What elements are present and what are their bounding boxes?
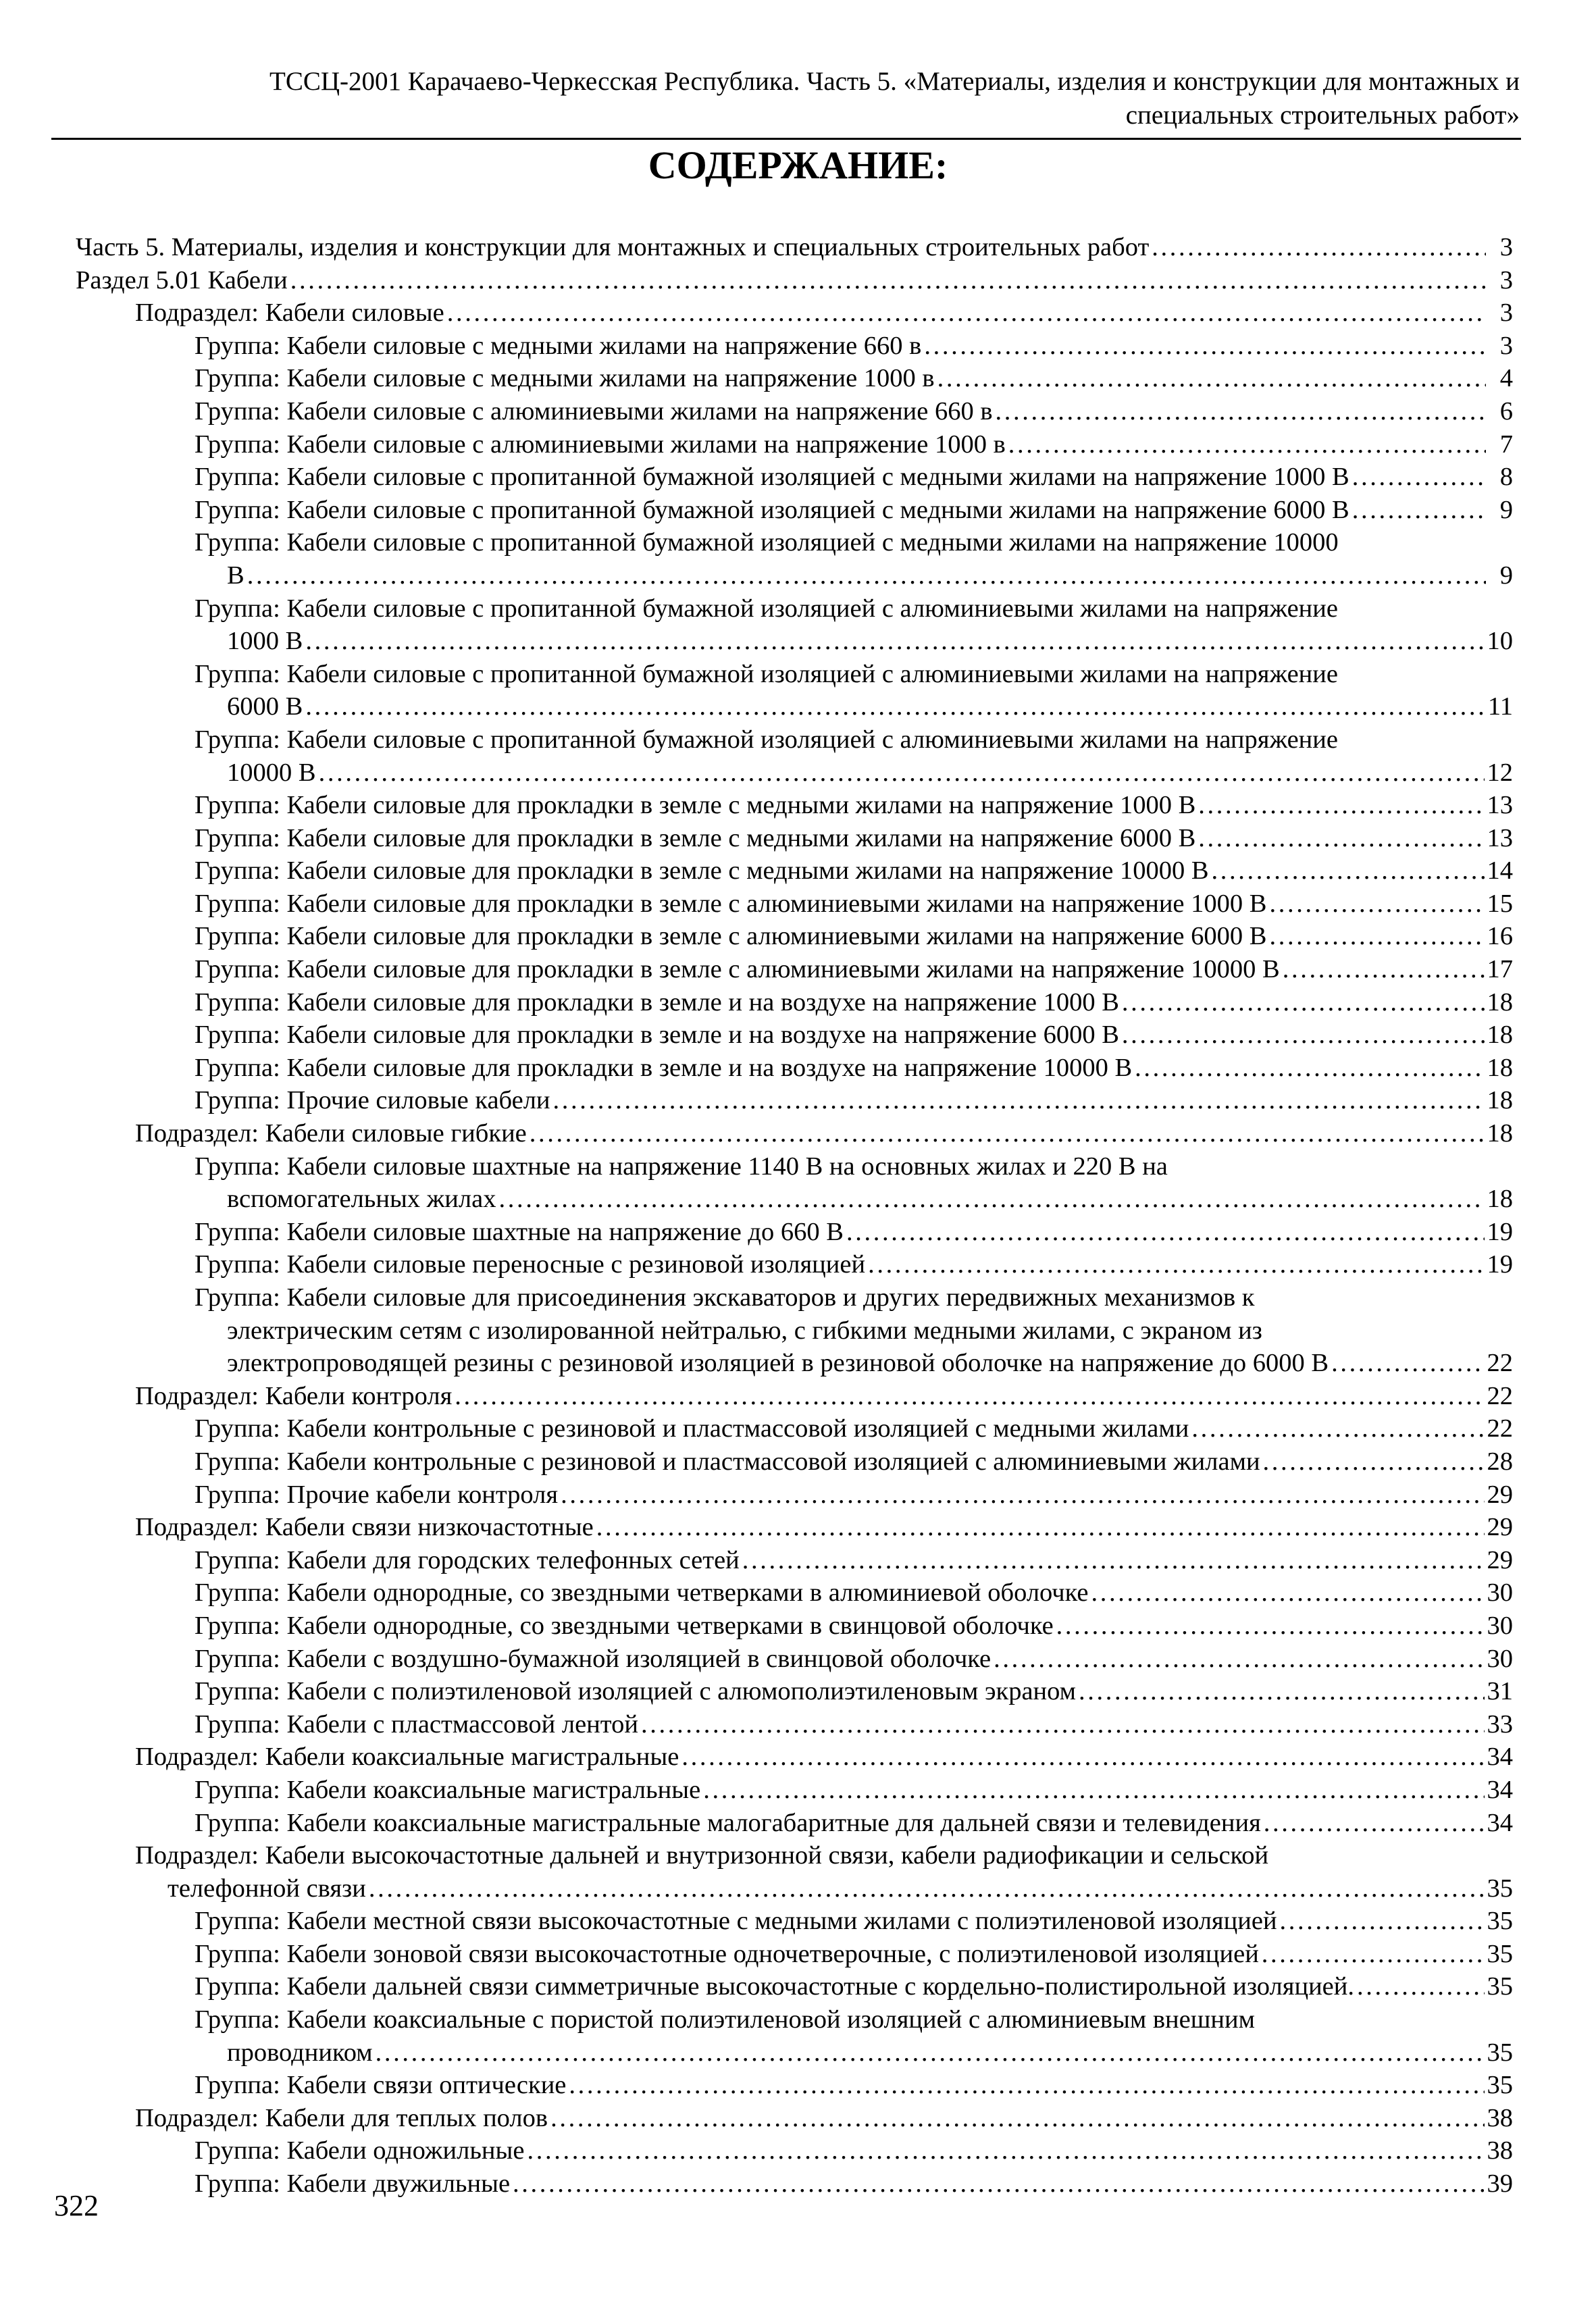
dot-leader xyxy=(530,1117,1485,1150)
toc-entry-text: Группа: Кабели силовые для прокладки в земле с алюминиевыми жилами на напряжение 6000 В xyxy=(195,922,1267,951)
toc-page-number: 22 xyxy=(1487,1349,1513,1378)
toc-page-number: 19 xyxy=(1487,1250,1513,1279)
toc-page-number: 39 xyxy=(1487,2169,1513,2199)
toc-entry-text: Группа: Кабели силовые шахтные на напряжение 1140 В на основных жилах и 220 В на xyxy=(195,1152,1168,1181)
dot-leader xyxy=(868,1248,1484,1281)
toc-page-number: 3 xyxy=(1499,299,1513,328)
page-title: СОДЕРЖАНИЕ: xyxy=(648,143,948,187)
dot-leader xyxy=(1280,1905,1485,1938)
dot-leader xyxy=(319,756,1485,790)
toc-page-number: 10 xyxy=(1487,627,1513,656)
toc-entry-text: Группа: Кабели с полиэтиленовой изоляцией с алюмополиэтиленовым экраном xyxy=(195,1677,1077,1706)
dot-leader xyxy=(1091,1576,1485,1610)
toc-page-number: 3 xyxy=(1499,331,1513,360)
toc-page-number: 38 xyxy=(1487,2103,1513,2132)
toc-entry-text: Группа: Кабели силовые для прокладки в земле и на воздухе на напряжение 10000 В xyxy=(195,1053,1133,1082)
toc-page-number: 3 xyxy=(1499,233,1513,261)
toc-entry-text: телефонной связи xyxy=(168,1874,366,1903)
toc-group-entry[interactable] xyxy=(76,1610,1513,1643)
toc-subsection-entry[interactable] xyxy=(76,1511,1513,1544)
toc-entry-text: Группа: Кабели силовые с медными жилами на напряжение 1000 в xyxy=(195,364,935,393)
toc-entry-text: Группа: Прочие кабели контроля xyxy=(195,1480,559,1509)
dot-leader xyxy=(561,1479,1484,1512)
toc-entry-text: Группа: Кабели силовые с пропитанной бумажной изоляцией с медными жилами на напряжение 10000 xyxy=(195,528,1339,557)
toc-entry-text: Группа: Кабели коаксиальные с пористой полиэтиленовой изоляцией с алюминиевым внешним xyxy=(195,2005,1255,2034)
dot-leader xyxy=(553,1084,1485,1117)
dot-leader xyxy=(1357,1970,1485,2003)
toc-entry-text: Группа: Кабели силовые для прокладки в земле с медными жилами на напряжение 10000 В xyxy=(195,856,1209,885)
toc-group-entry[interactable] xyxy=(76,1412,1513,1445)
toc-page-number: 30 xyxy=(1487,1578,1513,1608)
toc-group-entry[interactable] xyxy=(76,1084,1513,1117)
toc-entry-text: Группа: Кабели с пластмассовой лентой xyxy=(195,1709,638,1739)
dot-leader xyxy=(1264,1807,1485,1840)
toc-group-entry[interactable] xyxy=(76,362,1513,395)
toc-page-number: 7 xyxy=(1499,430,1513,459)
toc-group-entry[interactable] xyxy=(76,330,1513,363)
toc-group-entry[interactable] xyxy=(76,1281,1513,1380)
toc-page-number: 33 xyxy=(1487,1709,1513,1739)
toc-entry-text: Группа: Кабели силовые для прокладки в земле с медными жилами на напряжение 6000 В xyxy=(195,823,1196,852)
toc-page-number: 13 xyxy=(1487,823,1513,852)
toc-page-number: 31 xyxy=(1487,1677,1513,1706)
toc-group-entry[interactable] xyxy=(76,888,1513,921)
toc-page-number: 8 xyxy=(1499,463,1513,492)
dot-leader xyxy=(846,1216,1485,1249)
toc-entry-text: электропроводящей резины с резиновой изоляцией в резиновой оболочке на напряжение до 6000 В xyxy=(227,1349,1329,1378)
toc-page-number: 35 xyxy=(1487,1907,1513,1936)
toc-entry-text: Группа: Кабели однородные, со звездными четверками в свинцовой оболочке xyxy=(195,1611,1054,1640)
dot-leader xyxy=(498,1183,1484,1216)
dot-leader xyxy=(1198,789,1484,822)
running-header-line2: специальных строительных работ» xyxy=(1125,101,1520,130)
toc-page-number: 17 xyxy=(1487,955,1513,984)
toc-entry-text: Группа: Кабели зоновой связи высокочастотные одночетверочные, с полиэтиленовой изоляцией xyxy=(195,1939,1259,1968)
toc-entry-text: Группа: Кабели силовые с алюминиевыми жилами на напряжение 1000 в xyxy=(195,430,1006,459)
dot-leader xyxy=(1198,822,1484,855)
toc-page-number: 22 xyxy=(1487,1414,1513,1443)
toc-group-entry[interactable] xyxy=(76,1938,1513,1971)
toc-page-number: 34 xyxy=(1487,1808,1513,1837)
dot-leader xyxy=(996,395,1486,428)
toc-group-entry[interactable] xyxy=(76,428,1513,461)
toc-entry-text: Группа: Кабели контрольные с резиновой и пластмассовой изоляцией с алюминиевыми жилами xyxy=(195,1447,1260,1476)
toc-entry-text: Группа: Кабели силовые для присоединения экскаваторов и других передвижных механизмов к xyxy=(195,1283,1255,1312)
toc-entry-text: Группа: Кабели связи оптические xyxy=(195,2071,567,2100)
toc-entry-text: Раздел 5.01 Кабели xyxy=(76,265,288,294)
toc-entry-text: Группа: Кабели силовые с пропитанной бумажной изоляцией с алюминиевыми жилами на напряжение xyxy=(195,725,1338,754)
toc-group-entry[interactable] xyxy=(76,2003,1513,2069)
toc-page-number: 29 xyxy=(1487,1480,1513,1509)
toc-group-entry[interactable] xyxy=(76,1544,1513,1577)
dot-leader xyxy=(1269,888,1484,921)
dot-leader xyxy=(1079,1675,1484,1708)
toc-group-entry[interactable] xyxy=(76,1576,1513,1610)
dot-leader xyxy=(369,1872,1485,1905)
toc-entry-text: Группа: Кабели коаксиальные магистральные малогабаритные для дальней связи и телевидения xyxy=(195,1808,1261,1837)
toc-page-number: 29 xyxy=(1487,1513,1513,1542)
toc-group-entry[interactable] xyxy=(76,986,1513,1019)
toc-subsection-entry[interactable] xyxy=(76,1380,1513,1413)
toc-entry-text: Группа: Кабели контрольные с резиновой и пластмассовой изоляцией с медными жилами xyxy=(195,1414,1189,1443)
toc-page-number: 16 xyxy=(1487,922,1513,951)
dot-leader xyxy=(305,625,1484,658)
toc-page-number: 18 xyxy=(1487,1086,1513,1115)
table-of-contents xyxy=(76,231,1513,2201)
toc-page-number: 35 xyxy=(1487,1874,1513,1903)
toc-page-number: 38 xyxy=(1487,2136,1513,2165)
toc-page-number: 18 xyxy=(1487,1119,1513,1148)
toc-entry-text: Группа: Кабели дальней связи симметричные высокочастотные с кордельно-полистирольной изоляцией. xyxy=(195,1972,1354,2001)
dot-leader xyxy=(937,362,1486,395)
dot-leader xyxy=(596,1511,1485,1544)
dot-leader xyxy=(703,1774,1484,1807)
dot-leader xyxy=(641,1708,1485,1741)
toc-page-number: 30 xyxy=(1487,1644,1513,1673)
toc-group-entry[interactable] xyxy=(76,592,1513,658)
toc-entry-text: Подраздел: Кабели силовые гибкие xyxy=(135,1119,527,1148)
toc-entry-text: Группа: Кабели одножильные xyxy=(195,2136,525,2165)
toc-entry-text: Группа: Прочие силовые кабели xyxy=(195,1086,550,1115)
toc-entry-text: Подраздел: Кабели коаксиальные магистральные xyxy=(135,1743,679,1772)
toc-entry-text: Группа: Кабели двужильные xyxy=(195,2169,511,2199)
toc-entry-text: Подраздел: Кабели высокочастотные дальней и внутризонной связи, кабели радиофикации и сельской xyxy=(135,1841,1269,1870)
dot-leader xyxy=(681,1741,1484,1774)
toc-entry-text: Группа: Кабели силовые с алюминиевыми жилами на напряжение 660 в xyxy=(195,396,993,426)
dot-leader xyxy=(1352,494,1486,527)
toc-part-entry[interactable] xyxy=(76,264,1513,297)
toc-page-number: 11 xyxy=(1487,692,1513,721)
dot-leader xyxy=(1122,1019,1485,1052)
dot-leader xyxy=(1269,920,1484,953)
page-number: 322 xyxy=(54,2189,99,2222)
toc-entry-text: Группа: Кабели местной связи высокочастотные с медными жилами с полиэтиленовой изоляцией xyxy=(195,1907,1277,1936)
toc-page-number: 28 xyxy=(1487,1447,1513,1476)
toc-page-number: 35 xyxy=(1487,1972,1513,2001)
toc-entry-text: проводником xyxy=(227,2038,373,2067)
toc-group-entry[interactable] xyxy=(76,1479,1513,1512)
toc-entry-text: Группа: Кабели силовые с пропитанной бумажной изоляцией с медными жилами на напряжение 6000 В xyxy=(195,495,1349,524)
toc-page-number: 22 xyxy=(1487,1381,1513,1410)
dot-leader xyxy=(1191,1412,1484,1445)
dot-leader xyxy=(550,2102,1484,2135)
toc-page-number: 12 xyxy=(1487,758,1513,787)
dot-leader xyxy=(447,297,1486,330)
toc-group-entry[interactable] xyxy=(76,1643,1513,1676)
toc-entry-text: Группа: Кабели силовые для прокладки в земле с алюминиевыми жилами на напряжение 1000 В xyxy=(195,889,1267,918)
toc-entry-text: Группа: Кабели силовые для прокладки в земле с алюминиевыми жилами на напряжение 10000 В xyxy=(195,955,1280,984)
toc-entry-text: Группа: Кабели силовые с пропитанной бумажной изоляцией с алюминиевыми жилами на напряжение xyxy=(195,659,1338,688)
toc-entry-text: Группа: Кабели силовые для прокладки в земле с медными жилами на напряжение 1000 В xyxy=(195,791,1196,820)
toc-group-entry[interactable] xyxy=(76,1019,1513,1052)
toc-entry-text: 6000 В xyxy=(227,692,303,721)
toc-group-entry[interactable] xyxy=(76,723,1513,789)
toc-page-number: 4 xyxy=(1499,364,1513,393)
dot-leader xyxy=(1008,428,1486,461)
toc-page-number: 29 xyxy=(1487,1545,1513,1574)
toc-entry-text: Группа: Кабели с воздушно-бумажной изоляцией в свинцовой оболочке xyxy=(195,1644,992,1673)
toc-entry-text: 10000 В xyxy=(227,758,316,787)
dot-leader xyxy=(1283,953,1485,986)
toc-entry-text: Группа: Кабели однородные, со звездными четверками в алюминиевой оболочке xyxy=(195,1578,1089,1608)
dot-leader xyxy=(1152,231,1486,264)
dot-leader xyxy=(569,2069,1484,2102)
toc-group-entry[interactable] xyxy=(76,658,1513,723)
toc-entry-text: Группа: Кабели для городских телефонных сетей xyxy=(195,1545,740,1574)
toc-group-entry[interactable] xyxy=(76,1774,1513,1807)
dot-leader xyxy=(924,330,1486,363)
toc-page-number: 18 xyxy=(1487,1053,1513,1082)
dot-leader xyxy=(527,2134,1484,2167)
dot-leader xyxy=(1263,1445,1485,1479)
toc-group-entry[interactable] xyxy=(76,1248,1513,1281)
toc-group-entry[interactable] xyxy=(76,920,1513,953)
toc-group-entry[interactable] xyxy=(76,1675,1513,1708)
toc-subsection-entry[interactable] xyxy=(76,1117,1513,1150)
toc-subsection-entry[interactable] xyxy=(76,1839,1513,1905)
toc-entry-text: Группа: Кабели коаксиальные магистральные xyxy=(195,1775,701,1804)
toc-page-number: 9 xyxy=(1499,561,1513,590)
toc-entry-text: Подраздел: Кабели силовые xyxy=(135,299,444,328)
toc-page-number: 30 xyxy=(1487,1611,1513,1640)
toc-page-number: 18 xyxy=(1487,1021,1513,1050)
toc-page-number: 14 xyxy=(1487,856,1513,885)
toc-page-number: 34 xyxy=(1487,1743,1513,1772)
toc-page-number: 35 xyxy=(1487,2038,1513,2067)
dot-leader xyxy=(376,2036,1485,2069)
toc-subsection-entry[interactable] xyxy=(76,1741,1513,1774)
toc-entry-text: Группа: Кабели силовые для прокладки в земле и на воздухе на напряжение 6000 В xyxy=(195,1021,1119,1050)
toc-page-number: 18 xyxy=(1487,1185,1513,1214)
toc-entry-text: Подраздел: Кабели связи низкочастотные xyxy=(135,1513,594,1542)
toc-entry-text: электрическим сетям с изолированной нейтралью, с гибкими медными жилами, с экраном из xyxy=(227,1316,1262,1345)
dot-leader xyxy=(1122,986,1485,1019)
dot-leader xyxy=(1212,854,1485,888)
header-divider xyxy=(51,138,1521,140)
toc-page-number: 6 xyxy=(1499,396,1513,426)
dot-leader xyxy=(290,264,1486,297)
toc-group-entry[interactable] xyxy=(76,1445,1513,1479)
dot-leader xyxy=(1056,1610,1485,1643)
toc-subsection-entry[interactable] xyxy=(76,2102,1513,2135)
toc-entry-text: Часть 5. Материалы, изделия и конструкции для монтажных и специальных строительных работ xyxy=(76,233,1150,261)
toc-group-entry[interactable] xyxy=(76,1216,1513,1249)
toc-page-number: 34 xyxy=(1487,1775,1513,1804)
toc-group-entry[interactable] xyxy=(76,461,1513,494)
toc-page-number: 19 xyxy=(1487,1217,1513,1246)
toc-group-entry[interactable] xyxy=(76,1708,1513,1741)
toc-page-number: 13 xyxy=(1487,791,1513,820)
toc-group-entry[interactable] xyxy=(76,1807,1513,1840)
running-header xyxy=(54,65,1520,132)
toc-entry-text: 1000 В xyxy=(227,627,303,656)
toc-group-entry[interactable] xyxy=(76,395,1513,428)
toc-entry-text: Группа: Кабели силовые для прокладки в земле и на воздухе на напряжение 1000 В xyxy=(195,987,1119,1017)
toc-group-entry[interactable] xyxy=(76,494,1513,527)
toc-page-number: 3 xyxy=(1499,265,1513,294)
toc-group-entry[interactable] xyxy=(76,822,1513,855)
toc-entry-text: Группа: Кабели силовые шахтные на напряжение до 660 В xyxy=(195,1217,844,1246)
toc-group-entry[interactable] xyxy=(76,789,1513,822)
toc-entry-text: вспомогательных жилах xyxy=(227,1185,496,1214)
toc-entry-text: Группа: Кабели силовые с пропитанной бумажной изоляцией с алюминиевыми жилами на напряжение xyxy=(195,594,1338,623)
running-header-line1: ТССЦ-2001 Карачаево-Черкесская Республика. Часть 5. «Материалы, изделия и конструкции для монтажных и xyxy=(269,67,1520,96)
toc-group-entry[interactable] xyxy=(76,1905,1513,1938)
dot-leader xyxy=(247,559,1486,592)
toc-group-entry[interactable] xyxy=(76,526,1513,592)
dot-leader xyxy=(994,1643,1484,1676)
toc-group-entry[interactable] xyxy=(76,1150,1513,1216)
dot-leader xyxy=(1352,461,1486,494)
dot-leader xyxy=(513,2167,1484,2201)
toc-entry-text: Подраздел: Кабели контроля xyxy=(135,1381,453,1410)
toc-entry-text: Подраздел: Кабели для теплых полов xyxy=(135,2103,548,2132)
toc-part-entry[interactable] xyxy=(76,231,1513,264)
toc-page-number: 18 xyxy=(1487,987,1513,1017)
toc-entry-text: Группа: Кабели силовые с пропитанной бумажной изоляцией с медными жилами на напряжение 1000 В xyxy=(195,463,1349,492)
toc-group-entry[interactable] xyxy=(76,2134,1513,2167)
toc-group-entry[interactable] xyxy=(76,1970,1513,2003)
dot-leader xyxy=(742,1544,1485,1577)
toc-subsection-entry[interactable] xyxy=(76,297,1513,330)
toc-group-entry[interactable] xyxy=(76,953,1513,986)
toc-group-entry[interactable] xyxy=(76,854,1513,888)
toc-entry-text: Группа: Кабели силовые переносные с резиновой изоляцией xyxy=(195,1250,866,1279)
toc-group-entry[interactable] xyxy=(76,2069,1513,2102)
dot-leader xyxy=(455,1380,1484,1413)
toc-page-number: 35 xyxy=(1487,2071,1513,2100)
dot-leader xyxy=(305,690,1485,723)
dot-leader xyxy=(1262,1938,1485,1971)
toc-entry-text: В xyxy=(227,561,244,590)
toc-page-number: 15 xyxy=(1487,889,1513,918)
dot-leader xyxy=(1331,1347,1484,1380)
toc-group-entry[interactable] xyxy=(76,1052,1513,1085)
toc-entry-text: Группа: Кабели силовые с медными жилами на напряжение 660 в xyxy=(195,331,922,360)
toc-group-entry[interactable] xyxy=(76,2167,1513,2201)
toc-page-number: 9 xyxy=(1499,495,1513,524)
toc-page-number: 35 xyxy=(1487,1939,1513,1968)
dot-leader xyxy=(1135,1052,1484,1085)
